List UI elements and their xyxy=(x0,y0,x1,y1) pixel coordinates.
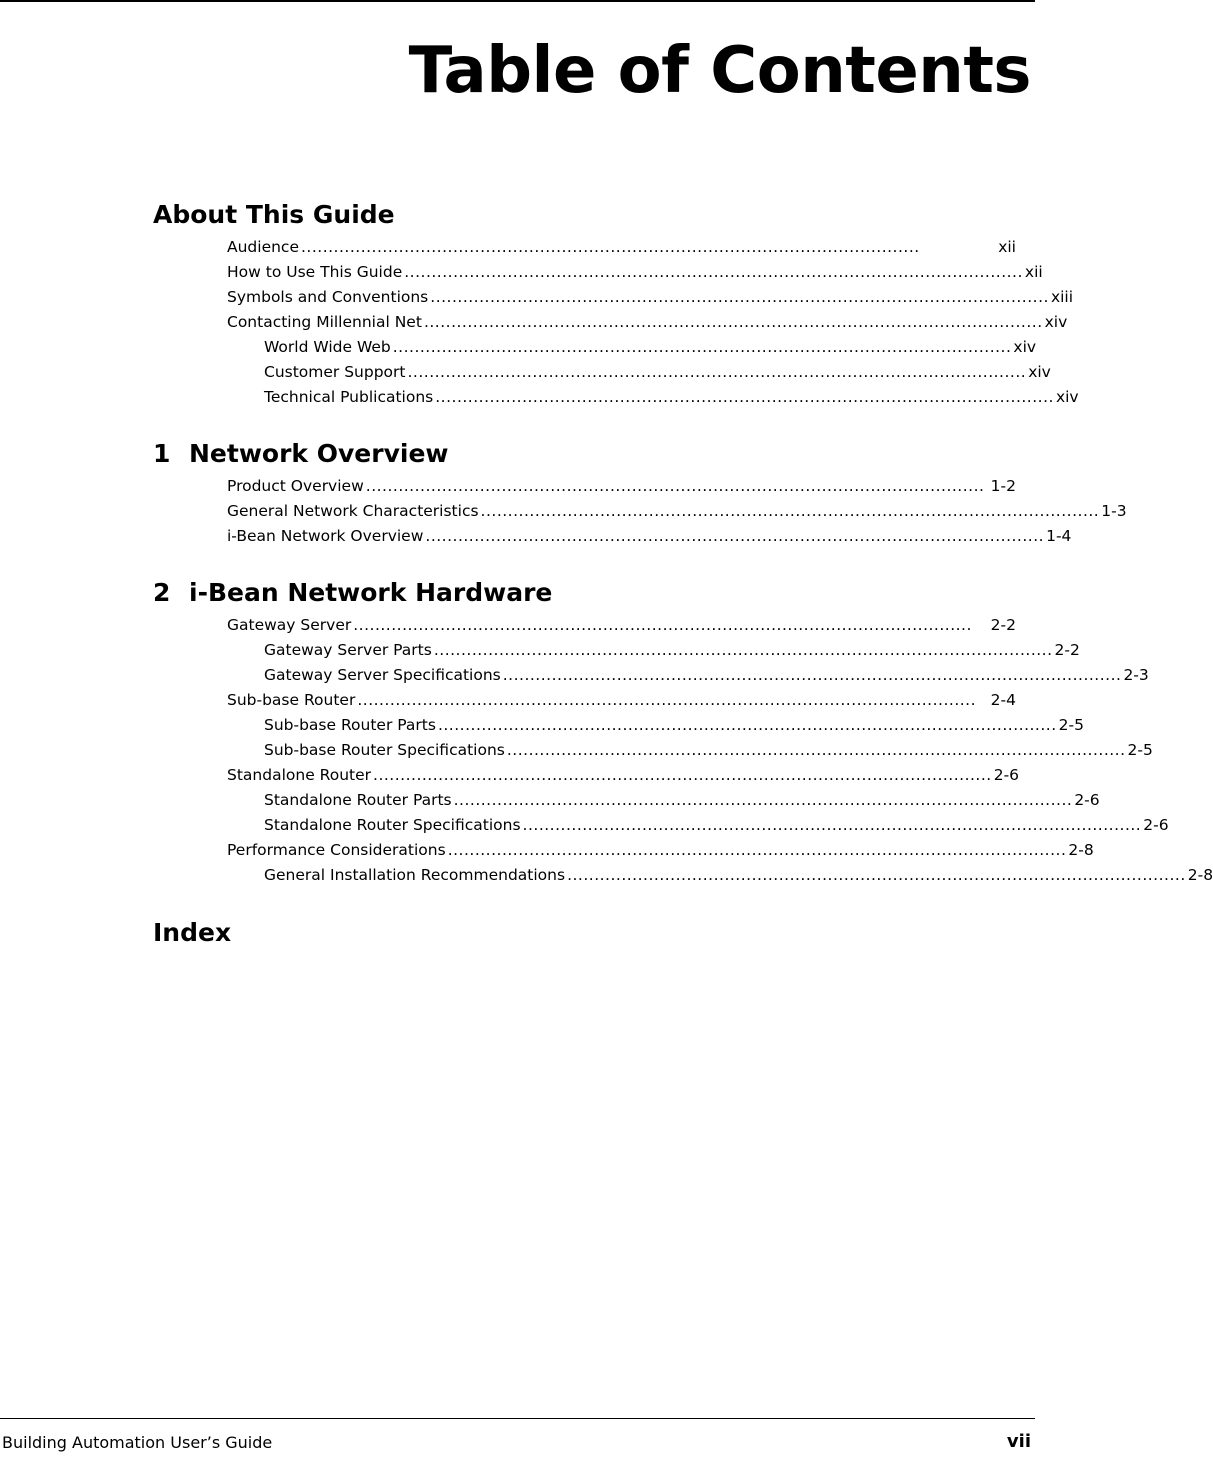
entry-label: Audience xyxy=(227,238,299,256)
entry-label: General Network Characteristics xyxy=(227,502,479,520)
entry-label: World Wide Web xyxy=(264,338,391,356)
entry-page-number: xiv xyxy=(1044,313,1068,331)
entry-label: Sub-base Router xyxy=(227,691,356,709)
entry-label: Contacting Millennial Net xyxy=(227,313,422,331)
section-heading-about[interactable] xyxy=(153,199,395,231)
top-rule xyxy=(0,0,1035,2)
toc-entry-installation-recs[interactable] xyxy=(264,863,1213,888)
entry-label: Customer Support xyxy=(264,363,406,381)
entry-label: Gateway Server Specifications xyxy=(264,666,501,684)
entry-page-number: xiii xyxy=(1050,288,1074,306)
entry-page-number: xii xyxy=(1024,263,1043,281)
entry-label: Product Overview xyxy=(227,477,364,495)
dot-leader: .................................................................................................................. xyxy=(407,363,1027,381)
dot-leader: .................................................................................................................. xyxy=(502,666,1122,684)
dot-leader: .................................................................................................................. xyxy=(392,338,1012,356)
dot-leader: .................................................................................................................. xyxy=(567,866,1186,884)
dot-leader: .................................................................................................................. xyxy=(433,641,1053,659)
entry-page-number: 1-2 xyxy=(990,477,1016,495)
toc-entry-symbols[interactable] xyxy=(227,285,1074,310)
entry-page-number: xii xyxy=(998,238,1016,256)
dot-leader: .................................................................................................................. xyxy=(404,263,1023,281)
entry-page-number: 2-6 xyxy=(993,766,1020,784)
toc-entry-ibean-network[interactable] xyxy=(227,524,1072,549)
toc-entry-tech-pubs[interactable] xyxy=(264,385,1079,410)
toc-entry-general-network[interactable] xyxy=(227,499,1127,524)
dot-leader: .................................................................................................................. xyxy=(437,716,1057,734)
entry-page-number: 2-6 xyxy=(1143,816,1169,834)
toc-entry-gateway-server-parts[interactable] xyxy=(264,638,1080,663)
toc-entry-audience[interactable] xyxy=(227,235,1016,260)
footer-rule xyxy=(0,1418,1035,1419)
section-heading-network-hardware[interactable] xyxy=(153,577,552,609)
section-heading-index[interactable] xyxy=(153,917,231,949)
entry-page-number: 2-8 xyxy=(1068,841,1094,859)
dot-leader: .................................................................................................................. xyxy=(357,691,977,709)
entry-page-number: 2-2 xyxy=(1054,641,1080,659)
section-title: i-Bean Network Hardware xyxy=(189,578,553,607)
section-title: About This Guide xyxy=(153,200,395,229)
dot-leader: .................................................................................................................. xyxy=(301,238,920,256)
page-title: Table of Contents xyxy=(408,34,1031,108)
toc-entry-product-overview[interactable] xyxy=(227,474,1016,499)
entry-label: Standalone Router xyxy=(227,766,372,784)
entry-page-number: 2-5 xyxy=(1127,741,1153,759)
entry-label: i-Bean Network Overview xyxy=(227,527,424,545)
entry-page-number: 2-8 xyxy=(1187,866,1213,884)
entry-page-number: 2-5 xyxy=(1058,716,1084,734)
entry-label: Technical Publications xyxy=(264,388,434,406)
dot-leader: .................................................................................................................. xyxy=(447,841,1067,859)
dot-leader: .................................................................................................................. xyxy=(430,288,1049,306)
entry-page-number: 2-4 xyxy=(990,691,1016,709)
footer-document-title: Building Automation User’s Guide xyxy=(2,1433,273,1452)
dot-leader: .................................................................................................................. xyxy=(506,741,1126,759)
entry-page-number: 1-4 xyxy=(1046,527,1072,545)
dot-leader: .................................................................................................................. xyxy=(373,766,992,784)
dot-leader: .................................................................................................................. xyxy=(435,388,1054,406)
toc-entry-how-to-use[interactable] xyxy=(227,260,1043,285)
section-title: Network Overview xyxy=(189,439,449,468)
section-number: 2 xyxy=(153,578,171,607)
toc-entry-subbase-router-parts[interactable] xyxy=(264,713,1084,738)
section-heading-network-overview[interactable] xyxy=(153,438,449,470)
toc-entry-gateway-server-specs[interactable] xyxy=(264,663,1149,688)
toc-entry-standalone-router-parts[interactable] xyxy=(264,788,1100,813)
toc-entry-performance[interactable] xyxy=(227,838,1094,863)
dot-leader: .................................................................................................................. xyxy=(453,791,1073,809)
entry-label: Performance Considerations xyxy=(227,841,446,859)
entry-label: Sub-base Router Specifications xyxy=(264,741,505,759)
dot-leader: .................................................................................................................. xyxy=(353,616,972,634)
entry-page-number: 2-2 xyxy=(990,616,1016,634)
entry-label: How to Use This Guide xyxy=(227,263,403,281)
dot-leader: .................................................................................................................. xyxy=(425,527,1045,545)
toc-entry-gateway-server[interactable] xyxy=(227,613,1016,638)
entry-page-number: xiv xyxy=(1013,338,1037,356)
entry-label: Standalone Router Parts xyxy=(264,791,452,809)
dot-leader: .................................................................................................................. xyxy=(423,313,1043,331)
toc-entry-standalone-router[interactable] xyxy=(227,763,1020,788)
entry-label: Symbols and Conventions xyxy=(227,288,429,306)
dot-leader: .................................................................................................................. xyxy=(522,816,1142,834)
toc-entry-subbase-router[interactable] xyxy=(227,688,1016,713)
entry-page-number: 1-3 xyxy=(1101,502,1127,520)
section-title: Index xyxy=(153,918,232,947)
entry-label: Standalone Router Specifications xyxy=(264,816,521,834)
toc-entry-contacting[interactable] xyxy=(227,310,1068,335)
toc-entry-customer-support[interactable] xyxy=(264,360,1051,385)
toc-entry-www[interactable] xyxy=(264,335,1037,360)
entry-page-number: 2-3 xyxy=(1123,666,1149,684)
toc-entry-standalone-router-specs[interactable] xyxy=(264,813,1169,838)
entry-label: Gateway Server Parts xyxy=(264,641,432,659)
entry-label: General Installation Recommendations xyxy=(264,866,566,884)
toc-entry-subbase-router-specs[interactable] xyxy=(264,738,1153,763)
entry-page-number: 2-6 xyxy=(1074,791,1100,809)
entry-page-number: xiv xyxy=(1055,388,1079,406)
dot-leader: .................................................................................................................. xyxy=(480,502,1100,520)
entry-label: Gateway Server xyxy=(227,616,352,634)
entry-label: Sub-base Router Parts xyxy=(264,716,436,734)
footer-page-number: vii xyxy=(1006,1431,1031,1452)
section-number: 1 xyxy=(153,439,171,468)
dot-leader: .................................................................................................................. xyxy=(365,477,985,495)
entry-page-number: xiv xyxy=(1028,363,1051,381)
